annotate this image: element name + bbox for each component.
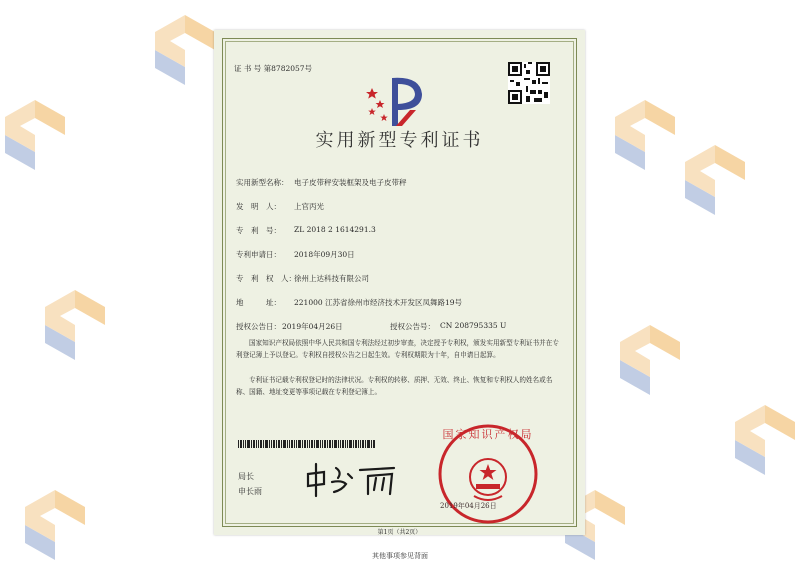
field-value-name: 电子皮带秤安装框架及电子皮带秤 [294,178,407,187]
field-value-patent-no: ZL 2018 2 1614291.3 [294,225,376,234]
announce-date-label: 授权公告日： [236,322,281,331]
director-signature [302,460,402,500]
field-label-inventor: 发 明 人： [236,202,281,211]
field-label-filing-date: 专利申请日： [236,250,281,259]
seal-date: 2019年04月26日 [440,502,497,510]
director-name: 申长雨 [238,487,262,496]
footer-note: 其他事项参见背面 [372,552,428,560]
certificate-title: 实用新型专利证书 [315,130,484,151]
field-value-filing-date: 2018年09月30日 [294,250,355,259]
legal-status-paragraph: 专利证书记载专利权登记时的法律状况。专利权的转移、质押、无效、终止、恢复和专利权人的姓名或名称、国籍、地址变更等事项记载在专利登记簿上。 [236,376,553,396]
watermark-logo-icon [0,95,70,175]
watermark-logo-icon [615,320,685,400]
field-label-name: 实用新型名称： [236,178,289,187]
field-label-address: 地 址： [236,298,281,307]
certificate-number: 证 书 号 第8782057号 [234,64,313,73]
watermark-logo-icon [150,10,220,90]
watermark-logo-icon [610,95,680,175]
announce-no-label: 授权公告号： [390,322,435,331]
field-value-address: 221000 江苏省徐州市经济技术开发区凤舞路19号 [294,298,463,307]
patent-certificate [214,30,585,535]
watermark-logo-icon [730,400,800,480]
qr-code [508,62,550,104]
barcode [238,440,376,448]
watermark-logo-icon [40,285,110,365]
field-value-patentee: 徐州上达科技有限公司 [294,274,369,283]
cnipa-emblem-icon [362,70,432,130]
grant-paragraph: 国家知识产权局依照中华人民共和国专利法经过初步审查，决定授予专利权，颁发实用新型专利证书并在专利登记簿上予以登记。专利权自授权公告之日起生效。专利权期限为十年，自申请日起算。 [236,339,559,359]
field-label-patentee: 专 利 权 人： [236,274,296,283]
announce-no-value: CN 208795335 U [440,321,507,330]
field-label-patent-no: 专 利 号： [236,226,281,235]
page-number: 第1页（共2页） [377,529,422,536]
announce-date-value: 2019年04月26日 [282,322,343,331]
field-value-inventor: 上官丙光 [294,202,324,211]
watermark-logo-icon [680,140,750,220]
director-title: 局长 [238,472,254,481]
seal-text: 国家知识产权局 [442,428,534,441]
